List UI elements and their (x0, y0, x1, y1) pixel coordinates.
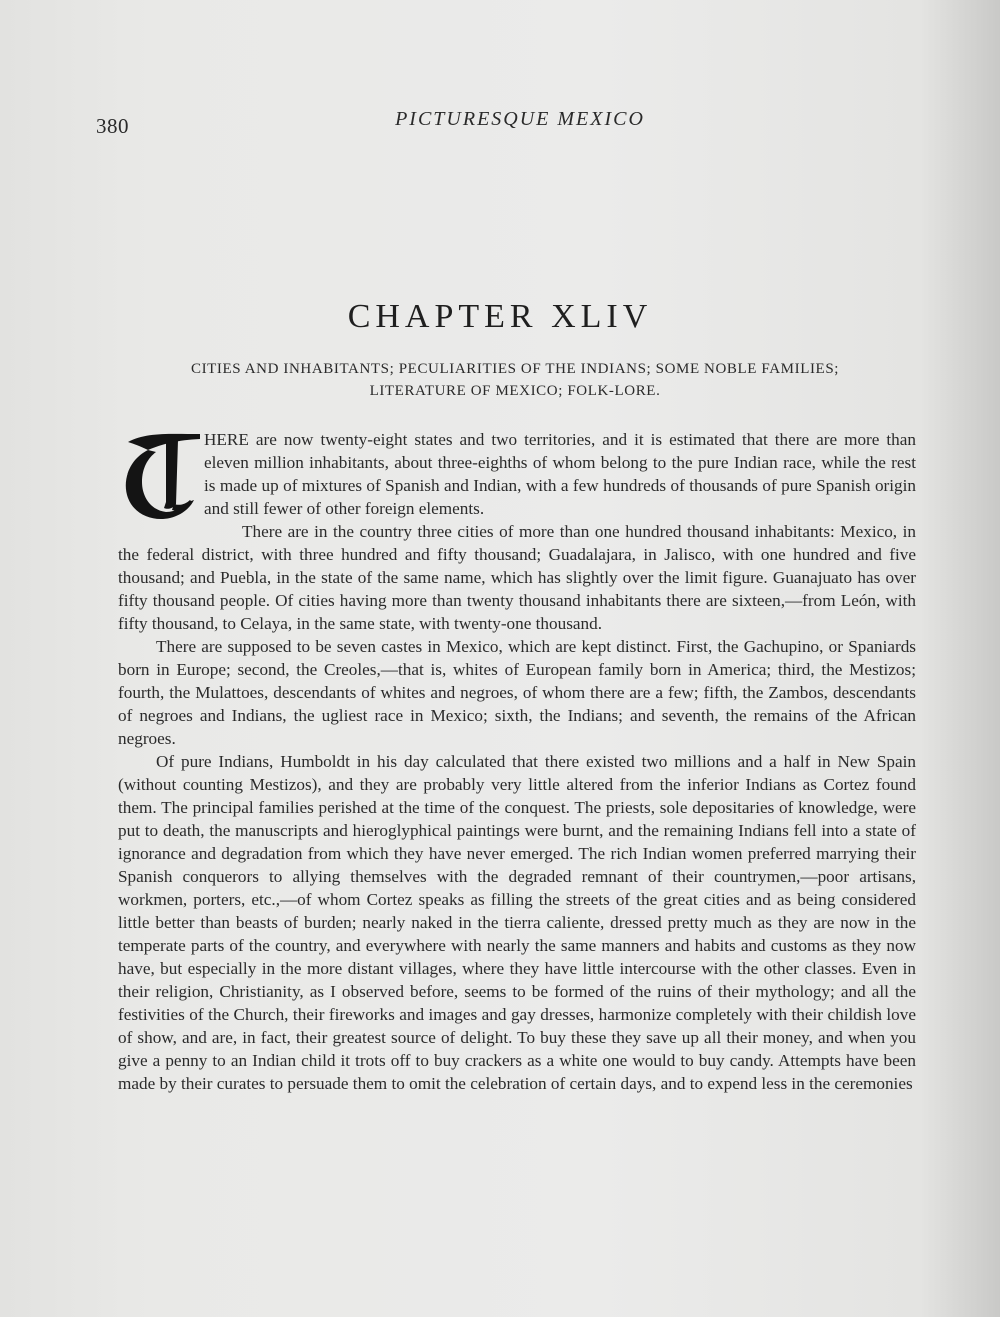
page-number: 380 (96, 114, 129, 138)
chapter-subtitle: CITIES AND INHABITANTS; PECULIARITIES OF THE INDIANS; SOME NOBLE FAMILIES; LITERATURE OF MEXICO; FOLK-LORE. (190, 361, 840, 399)
paragraph: HERE are now twenty-eight states and two territories, and it is estimated that there are more than eleven million inhabitants, about three-eighths of whom belong to the pure Indian race, while the rest is made up of mixtures of Spanish and Indian, with a few hundreds of thousands of pure Spanish origin and still fewer of other foreign elements. (204, 430, 916, 518)
paragraph: There are in the country three cities of more than one hundred thousand inhabitants: Mexico, in the federal district, with three hundred and fifty thousand; Guadalajara, in Jalisco, with one hundred and five thousand; and Puebla, in the state of the same name, which has slightly over the limit figure. Guanajuato has over fifty thousand people. Of cities having more than twenty thousand inhabitants there are sixteen,—from León, with fifty thousand, to Celaya, in the same state, with twenty-one thousand. (118, 522, 916, 633)
page-header (96, 108, 920, 138)
drop-cap-t (118, 430, 202, 522)
body-text (118, 428, 916, 1095)
running-title: PICTURESQUE MEXICO (395, 108, 645, 130)
paragraph: Of pure Indians, Humboldt in his day calculated that there existed two millions and a half in New Spain (without counting Mestizos), and they are probably very little altered from the inferior Indians as Cortez found them. The principal families perished at the time of the conquest. The priests, sole depositaries of knowledge, were put to death, the manuscripts and hieroglyphical paintings were burnt, and the remaining Indians fell into a state of ignorance and degradation from which they have never emerged. The rich Indian women preferred marrying their Spanish conquerors to allying themselves with the degraded remnant of their countrymen,—poor artisans, workmen, porters, etc.,—of whom Cortez speaks as filling the streets of the great cities and as being considered little better than beasts of burden; nearly naked in the tierra caliente, dressed pretty much as they are now in the temperate parts of the country, and everywhere with nearly the same manners and habits and customs as they now have, but especially in the more distant villages, where they have little intercourse with the other classes. Even in their religion, Christianity, as I observed before, seems to be formed of the ruins of their mythology; and all the festivities of the Church, their fireworks and images and gay dresses, harmonize completely with their childish love of show, and are, in fact, their greatest source of delight. To buy these they save up all their money, and when you give a penny to an Indian child it trots off to buy crackers as a white one would to buy candy. Attempts have been made by their curates to persuade them to omit the celebration of certain days, and to expend less in the ceremonies (118, 752, 916, 1093)
chapter-title: CHAPTER XLIV (347, 298, 653, 335)
paragraph: There are supposed to be seven castes in Mexico, which are kept distinct. First, the Gachupino, or Spaniards born in Europe; second, the Creoles,—that is, whites of European family born in America; third, the Mestizos; fourth, the Mulattoes, descendants of whites and negroes, of whom there are a few; fifth, the Zambos, descendants of negroes and Indians, the ugliest race in Mexico; sixth, the Indians; and seventh, the remains of the African negroes. (118, 637, 916, 748)
